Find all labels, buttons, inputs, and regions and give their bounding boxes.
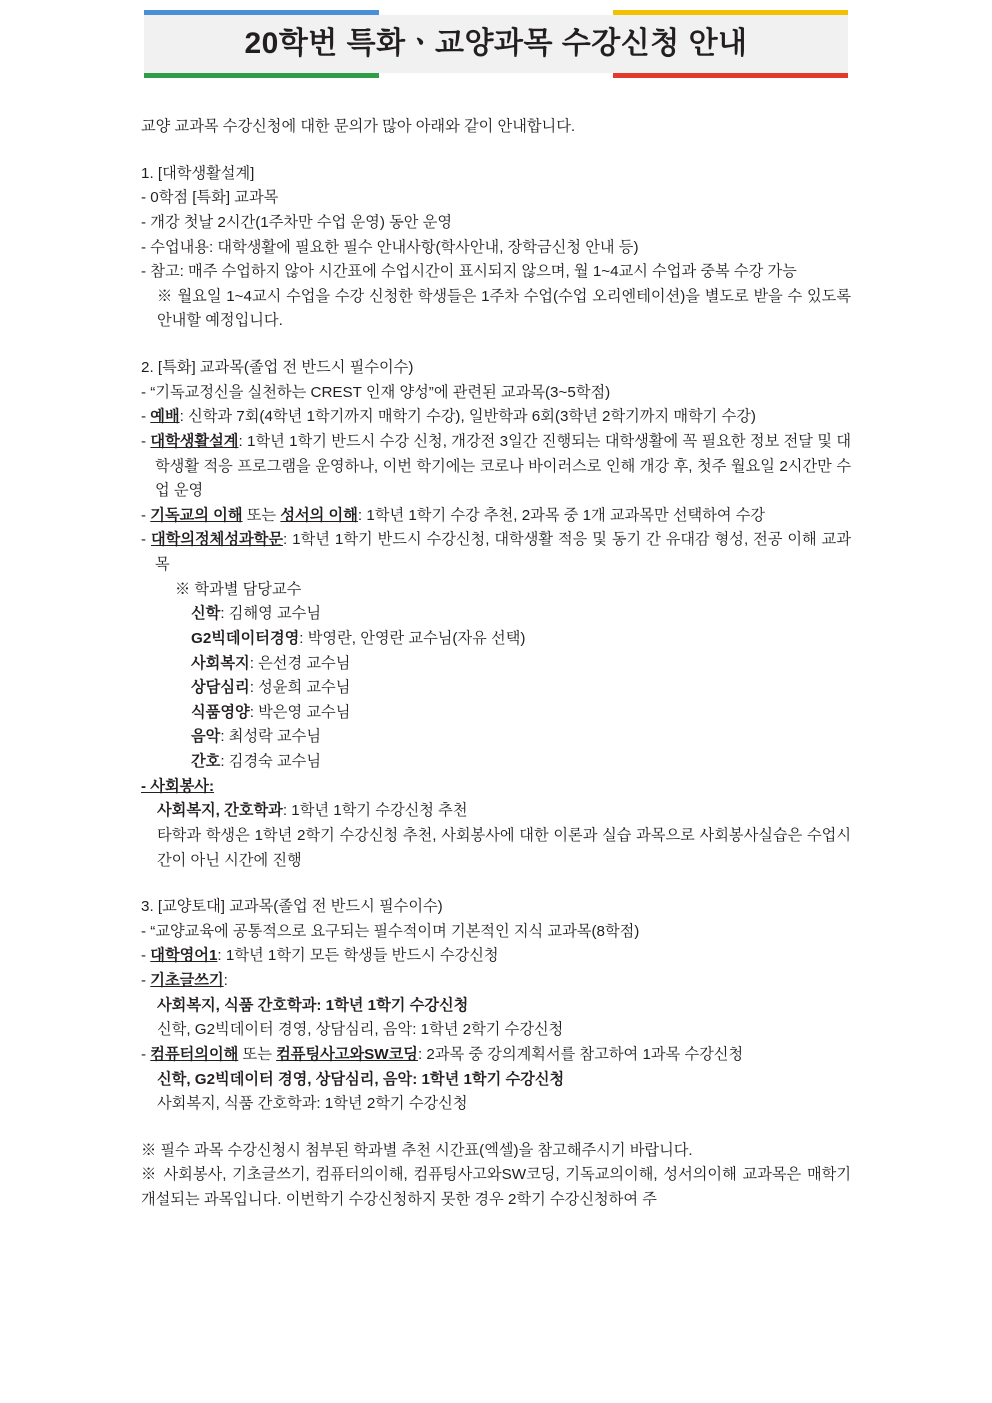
title-banner — [144, 10, 848, 78]
section2-intro: - “기독교정신을 실천하는 CREST 인재 양성”에 관련된 교과목(3~5학점) — [141, 383, 611, 401]
professor-dept-theology: 신학 — [191, 605, 221, 623]
section2-item-christianity: - 기독교의 이해 또는 성서의 이해: 1학년 1학기 수강 추천, 2과목 중 1개 교과목만 선택하여 수강 — [141, 506, 766, 524]
section1-line-3: - 수업내용: 대학생활에 필요한 필수 안내사항(학사안내, 장학금신청 안내 등) — [141, 238, 639, 256]
section3-item-english: - 대학영어1: 1학년 1학기 모든 학생들 반드시 수강신청 — [141, 947, 499, 965]
professor-row-nutrition — [141, 701, 851, 726]
section3-item-computer: - 컴퓨터의이해 또는 컴퓨팅사고와SW코딩: 2과목 중 강의계획서를 참고하여 1과목 수강신청 — [141, 1045, 744, 1063]
writing-sub-2: 신학, G2빅데이터 경영, 상담심리, 음악: 1학년 2학기 수강신청 — [157, 1021, 564, 1039]
professor-row-nursing — [141, 750, 851, 775]
item-mid-christianity: 또는 — [242, 506, 281, 524]
professor-dept-bigdata: G2빅데이터경영 — [191, 629, 300, 647]
section2-item-worship: - 예배: 신학과 7회(4학년 1학기까지 매학기 수강), 일반학과 6회(3학년 2학기까지 매학기 수강) — [141, 408, 756, 426]
item-label-worship: 예배 — [150, 408, 180, 426]
professor-name-music: : 최성락 교수님 — [220, 728, 322, 746]
professor-row-welfare — [141, 652, 851, 677]
section3-intro: - “교양교육에 공통적으로 요구되는 필수적이며 기본적인 지식 교과목(8학점) — [141, 922, 640, 940]
section2-item-identity: - 대학의정체성과학문: 1학년 1학기 반드시 수강신청, 대학생활 적응 및 동기 간 유대감 형성, 전공 이해 교과목 — [141, 531, 851, 573]
intro-paragraph: 교양 교과목 수강신청에 대한 문의가 많아 아래와 같이 안내합니다. — [141, 118, 576, 135]
section3-heading: 3. [교양토대] 교과목(졸업 전 반드시 필수이수) — [141, 898, 443, 916]
footnote-1: ※ 필수 과목 수강신청시 첨부된 학과별 추천 시간표(엑셀)을 참고해주시기 바랍니다. — [141, 1141, 693, 1159]
professor-row-bigdata — [141, 627, 851, 652]
item-text-identity: : 1학년 1학기 반드시 수강신청, 대학생활 적응 및 동기 간 유대감 형성, 전공 이해 교과목 — [155, 531, 851, 573]
document-body — [141, 115, 851, 1213]
item-label-english: 대학영어1 — [150, 947, 218, 965]
item-label-swcoding: 컴퓨팅사고와SW코딩 — [276, 1045, 418, 1063]
volunteer-line1-rest: : 1학년 1학기 수강신청 추천 — [282, 802, 468, 820]
item-text-english: : 1학년 1학기 모든 학생들 반드시 수강신청 — [217, 947, 499, 965]
professor-row-counseling — [141, 676, 851, 701]
item-mid-computer: 또는 — [238, 1045, 277, 1063]
item-label-bible: 성서의 이해 — [280, 506, 358, 524]
banner-bottom-rule — [144, 73, 848, 78]
item-text-computer: : 2과목 중 강의계획서를 참고하여 1과목 수강신청 — [417, 1045, 744, 1063]
item-label-computer: 컴퓨터의이해 — [150, 1045, 239, 1063]
professor-dept-music: 음악 — [191, 728, 221, 746]
professor-row-music — [141, 725, 851, 750]
professor-dept-counseling: 상담심리 — [191, 679, 250, 697]
volunteer-line-1 — [141, 799, 851, 824]
item-label-identity: 대학의정체성과학문 — [150, 531, 284, 549]
professor-name-theology: : 김해영 교수님 — [220, 605, 322, 623]
professor-row-theology — [141, 602, 851, 627]
footnote-2: ※ 사회봉사, 기초글쓰기, 컴퓨터의이해, 컴퓨팅사고와SW코딩, 기독교의이해, 성서의이해 교과목은 매학기 개설되는 과목입니다. 이번학기 수강신청하지 못한 경우 2학기 수강신청하여 주 — [141, 1166, 851, 1208]
section1-line-2: - 개강 첫날 2시간(1주차만 수업 운영) 동안 운영 — [141, 213, 453, 231]
professor-dept-welfare: 사회복지 — [191, 654, 250, 672]
section1-heading: 1. [대학생활설계] — [141, 164, 255, 182]
writing-sub-1: 사회복지, 식품 간호학과: 1학년 1학기 수강신청 — [157, 996, 469, 1014]
professor-name-bigdata: : 박영란, 안영란 교수님(자유 선택) — [299, 629, 526, 647]
volunteer-label — [141, 775, 851, 800]
section2-item-lifedesign: - 대학생활설계: 1학년 1학기 반드시 수강 신청, 개강전 3일간 진행되는 대학생활에 꼭 필요한 정보 전달 및 대학생활 적응 프로그램을 운영하나, 이번 학기에는 코로나 바이러스로 인해 개강 후, 첫주 월요일 2시간만 수업 운영 — [141, 432, 852, 500]
professor-dept-nutrition: 식품영양 — [191, 703, 250, 721]
volunteer-label-text: - 사회봉사: — [141, 777, 215, 795]
item-text-worship: : 신학과 7회(4학년 1학기까지 매학기 수강), 일반학과 6회(3학년 2학기까지 매학기 수강) — [179, 408, 756, 426]
item-label-lifedesign: 대학생활설계 — [150, 432, 239, 450]
section3-item-writing: - 기초글쓰기: — [141, 972, 228, 989]
volunteer-line-2: 타학과 학생은 1학년 2학기 수강신청 추천, 사회봉사에 대한 이론과 실습 과목으로 사회봉사실습은 수업시간이 아닌 시간에 진행 — [157, 826, 851, 869]
professor-dept-nursing: 간호 — [191, 753, 221, 770]
computer-sub-1: 신학, G2빅데이터 경영, 상담심리, 음악: 1학년 1학기 수강신청 — [157, 1070, 565, 1088]
professor-name-welfare: : 은선경 교수님 — [249, 654, 351, 672]
item-text-lifedesign: : 1학년 1학기 반드시 수강 신청, 개강전 3일간 진행되는 대학생활에 꼭 필요한 정보 전달 및 대학생활 적응 프로그램을 운영하나, 이번 학기에는 코로나 바이러스로 인해 개강 후, 첫주 월요일 2시간만 수업 운영 — [155, 432, 852, 500]
section1-line-1: - 0학점 [특화] 교과목 — [141, 189, 279, 207]
professor-note: ※ 학과별 담당교수 — [175, 580, 302, 598]
section1-line-4: - 참고: 매주 수업하지 않아 시간표에 수업시간이 표시되지 않으며, 월 1~4교시 수업과 중복 수강 가능 — [141, 263, 797, 281]
item-label-christianity: 기독교의 이해 — [150, 506, 243, 524]
item-text-christianity: : 1학년 1학기 수강 추천, 2과목 중 1개 교과목만 선택하여 수강 — [357, 506, 766, 524]
professor-name-nutrition: : 박은영 교수님 — [249, 703, 351, 721]
computer-sub-2: 사회복지, 식품 간호학과: 1학년 2학기 수강신청 — [157, 1095, 468, 1113]
section1-note: ※ 월요일 1~4교시 수업을 수강 신청한 학생들은 1주차 수업(수업 오리엔테이션)을 별도로 받을 수 있도록 안내할 예정입니다. — [157, 287, 851, 330]
volunteer-depts: 사회복지, 간호학과 — [157, 802, 283, 820]
item-label-writing: 기초글쓰기 — [150, 972, 224, 989]
professor-name-counseling: : 성윤희 교수님 — [249, 679, 351, 697]
page-title: 20학번 특화ㆍ교양과목 수강신청 안내 — [244, 27, 748, 60]
professor-name-nursing: : 김경숙 교수님 — [220, 753, 322, 770]
item-text-writing: : — [223, 972, 228, 989]
section2-heading: 2. [특화] 교과목(졸업 전 반드시 필수이수) — [141, 359, 414, 376]
